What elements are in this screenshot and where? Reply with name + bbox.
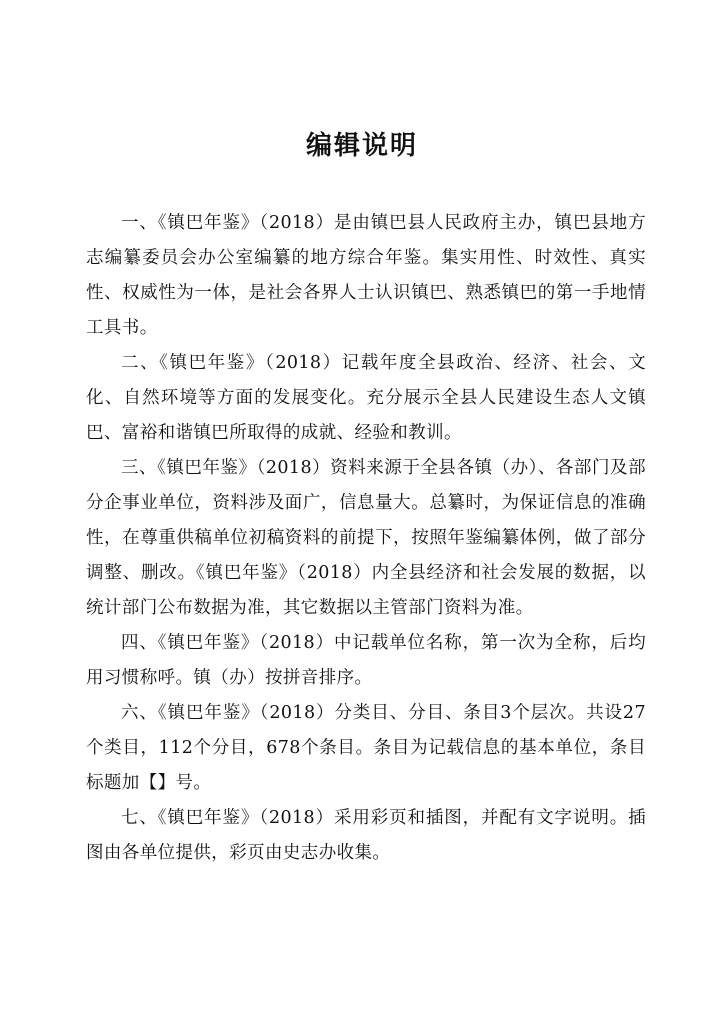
paragraph-3: 三、《镇巴年鉴》（2018）资料来源于全县各镇（办）、各部门及部分企事业单位，资料涉及面广，信息量大。总纂时，为保证信息的准确性，在尊重供稿单位初稿资料的前提下，按照年鉴编纂体例，做了部分调整、删改。《镇巴年鉴》（2018）内全县经济和社会发展的数据，以统计部门公布数据为准，其它数据以主管部门资料为准。: [86, 458, 646, 618]
paragraph-2: 二、《镇巴年鉴》（2018）记载年度全县政治、经济、社会、文化、自然环境等方面的发展变化。充分展示全县人民建设生态人文镇巴、富裕和谐镇巴所取得的成就、经验和教训。: [86, 353, 646, 443]
document-body: [86, 206, 646, 871]
page-title: 编辑说明: [305, 131, 418, 161]
paragraph-7: 七、《镇巴年鉴》（2018）采用彩页和插图，并配有文字说明。插图由各单位提供，彩页由史志办收集。: [86, 808, 646, 863]
paragraph-1: 一、《镇巴年鉴》（2018）是由镇巴县人民政府主办，镇巴县地方志编纂委员会办公室编纂的地方综合年鉴。集实用性、时效性、真实性、权威性为一体，是社会各界人士认识镇巴、熟悉镇巴的第一手地情工具书。: [86, 213, 646, 338]
paragraph-6: 六、《镇巴年鉴》（2018）分类目、分目、条目3个层次。共设27个类目，112个分目，678个条目。条目为记载信息的基本单位，条目标题加【】号。: [86, 703, 646, 793]
paragraph-4: 四、《镇巴年鉴》（2018）中记载单位名称，第一次为全称，后均用习惯称呼。镇（办）按拼音排序。: [86, 633, 646, 688]
